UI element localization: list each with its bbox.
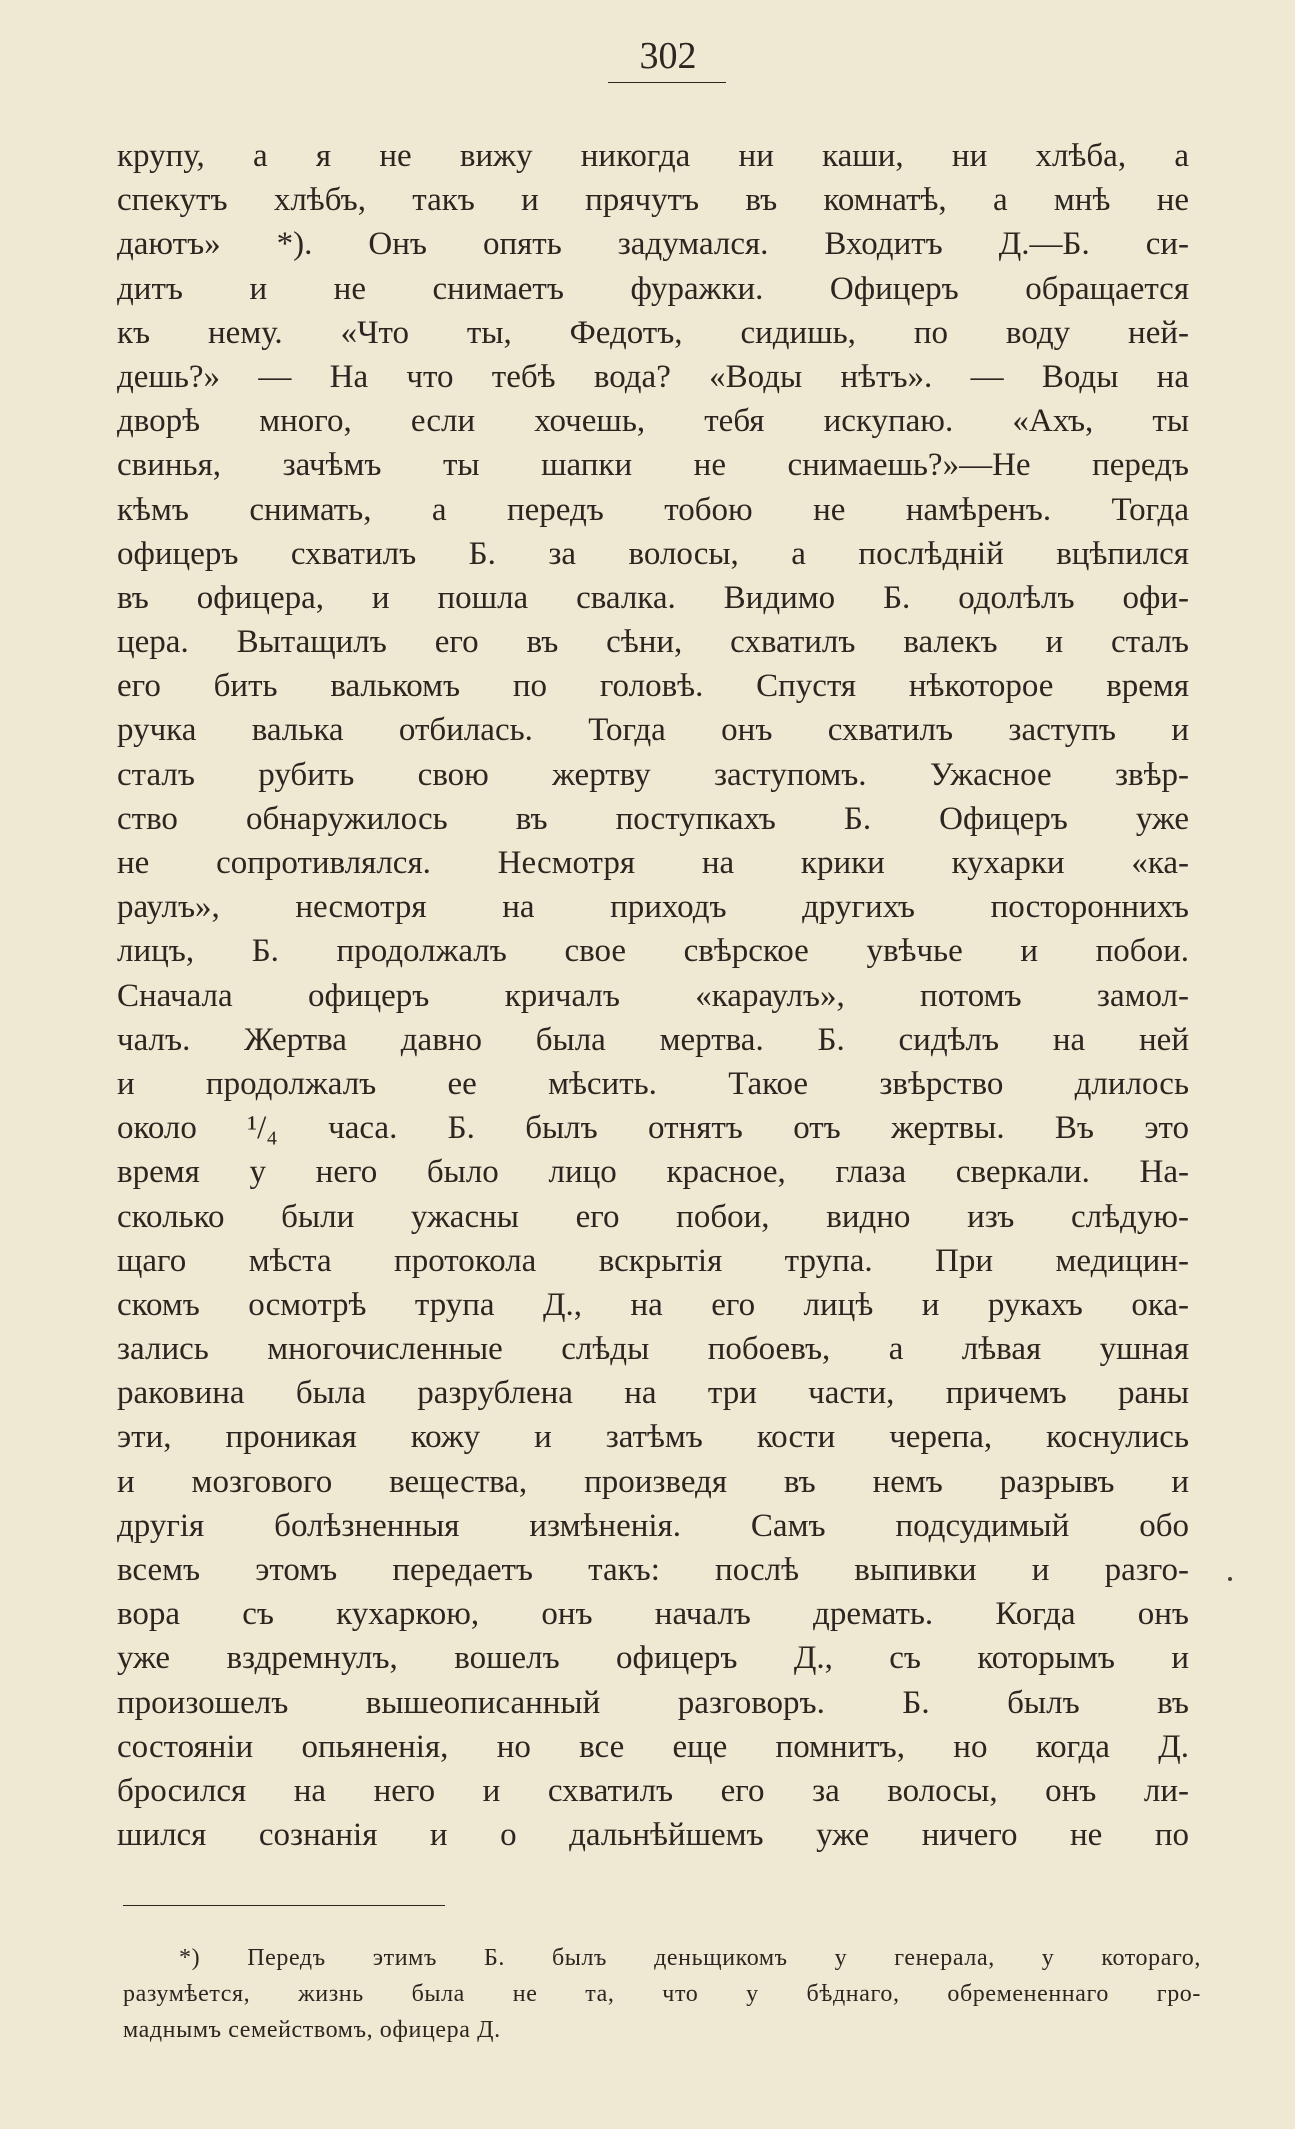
- text-line: раковина была разрублена на три части, причемъ раны: [117, 1375, 1189, 1412]
- text-line: около ¹/₄ часа. Б. былъ отнятъ отъ жертвы. Въ это: [117, 1110, 1189, 1147]
- text-line: лицъ, Б. продолжалъ свое свѣрское увѣчье и побои.: [117, 933, 1189, 970]
- text-line: Сначала офицеръ кричалъ «караулъ», потомъ замол-: [117, 977, 1189, 1014]
- text-line: кѣмъ снимать, а передъ тобою не намѣренъ. Тогда: [117, 491, 1189, 528]
- text-line: дитъ и не снимаетъ фуражки. Офицеръ обращается: [117, 270, 1189, 307]
- text-line: уже вздремнулъ, вошелъ офицеръ Д., съ которымъ и: [117, 1640, 1189, 1677]
- main-text-block: [117, 134, 1189, 1857]
- text-line: произошелъ вышеописанный разговоръ. Б. былъ въ: [117, 1684, 1189, 1721]
- text-line: ручка валька отбилась. Тогда онъ схватилъ заступъ и: [117, 712, 1189, 749]
- footnote-line: разумѣется, жизнь была не та, что у бѣднаго, обремененнаго гро-: [123, 1981, 1201, 2007]
- text-line: зались многочисленные слѣды побоевъ, а лѣвая ушная: [117, 1331, 1189, 1368]
- text-line: другiя болѣзненныя измѣненiя. Самъ подсудимый обо: [117, 1507, 1189, 1544]
- footnote-line: маднымъ семействомъ, офицера Д.: [123, 2017, 501, 2043]
- text-line: ство обнаружилось въ поступкахъ Б. Офицеръ уже: [117, 800, 1189, 837]
- text-line: дворѣ много, если хочешь, тебя искупаю. «Ахъ, ты: [117, 403, 1189, 440]
- text-line: цера. Вытащилъ его въ сѣни, схватилъ валекъ и сталъ: [117, 624, 1189, 661]
- text-line: свинья, зачѣмъ ты шапки не снимаешь?»—Не передъ: [117, 447, 1189, 484]
- footnote-line: *) Передъ этимъ Б. былъ деньщикомъ у генерала, у котораго,: [179, 1945, 1201, 1971]
- text-line: дешь?» — На что тебѣ вода? «Воды нѣтъ». — Воды на: [117, 358, 1189, 395]
- text-line: не сопротивлялся. Несмотря на крики кухарки «ка-: [117, 845, 1189, 881]
- text-line: офицеръ схватилъ Б. за волосы, а послѣднiй вцѣпился: [117, 535, 1189, 572]
- text-line: его бить валькомъ по головѣ. Спустя нѣкоторое время: [117, 668, 1189, 705]
- text-line: время у него было лицо красное, глаза сверкали. На-: [117, 1154, 1189, 1191]
- text-line: раулъ», несмотря на приходъ другихъ постороннихъ: [117, 889, 1189, 926]
- text-line: спекутъ хлѣбъ, такъ и прячутъ въ комнатѣ, а мнѣ не: [117, 182, 1189, 219]
- text-line: эти, проникая кожу и затѣмъ кости черепа, коснулись: [117, 1419, 1189, 1456]
- page-number: 302: [639, 35, 697, 77]
- text-line: щаго мѣста протокола вскрытiя трупа. При медицин-: [117, 1242, 1189, 1279]
- text-line: въ офицера, и пошла свалка. Видимо Б. одолѣлъ офи-: [117, 579, 1189, 616]
- text-line: даютъ» *). Онъ опять задумался. Входитъ Д.—Б. си-: [117, 226, 1189, 263]
- text-line: и мозгового вещества, произведя въ немъ разрывъ и: [117, 1463, 1189, 1500]
- page-number-underline: [608, 82, 726, 83]
- footnote-block: [123, 1940, 1201, 2048]
- text-line: чалъ. Жертва давно была мертва. Б. сидѣлъ на ней: [117, 1021, 1189, 1058]
- text-line: состоянiи опьяненiя, но все еще помнитъ, но когда Д.: [117, 1728, 1189, 1765]
- text-line: скомъ осмотрѣ трупа Д., на его лицѣ и рукахъ ока-: [117, 1286, 1189, 1323]
- text-line: сталъ рубить свою жертву заступомъ. Ужасное звѣр-: [117, 756, 1189, 793]
- text-line: крупу, а я не вижу никогда ни каши, ни хлѣба, а: [117, 138, 1189, 174]
- text-line: бросился на него и схватилъ его за волосы, онъ ли-: [117, 1772, 1189, 1809]
- text-line: и продолжалъ ее мѣсить. Такое звѣрство длилось: [117, 1065, 1189, 1102]
- text-line: вора съ кухаркою, онъ началъ дремать. Когда онъ: [117, 1596, 1189, 1633]
- text-line: всемъ этомъ передаетъ такъ: послѣ выпивки и разго-: [117, 1552, 1189, 1588]
- text-line: къ нему. «Что ты, Федотъ, сидишь, по воду ней-: [117, 314, 1189, 351]
- margin-speck: [1228, 1577, 1232, 1581]
- footnote-separator: [123, 1905, 445, 1906]
- text-line: сколько были ужасны его побои, видно изъ слѣдую-: [117, 1198, 1189, 1235]
- text-line: шился сознанiя и о дальнѣйшемъ уже ничего не по: [117, 1817, 1189, 1854]
